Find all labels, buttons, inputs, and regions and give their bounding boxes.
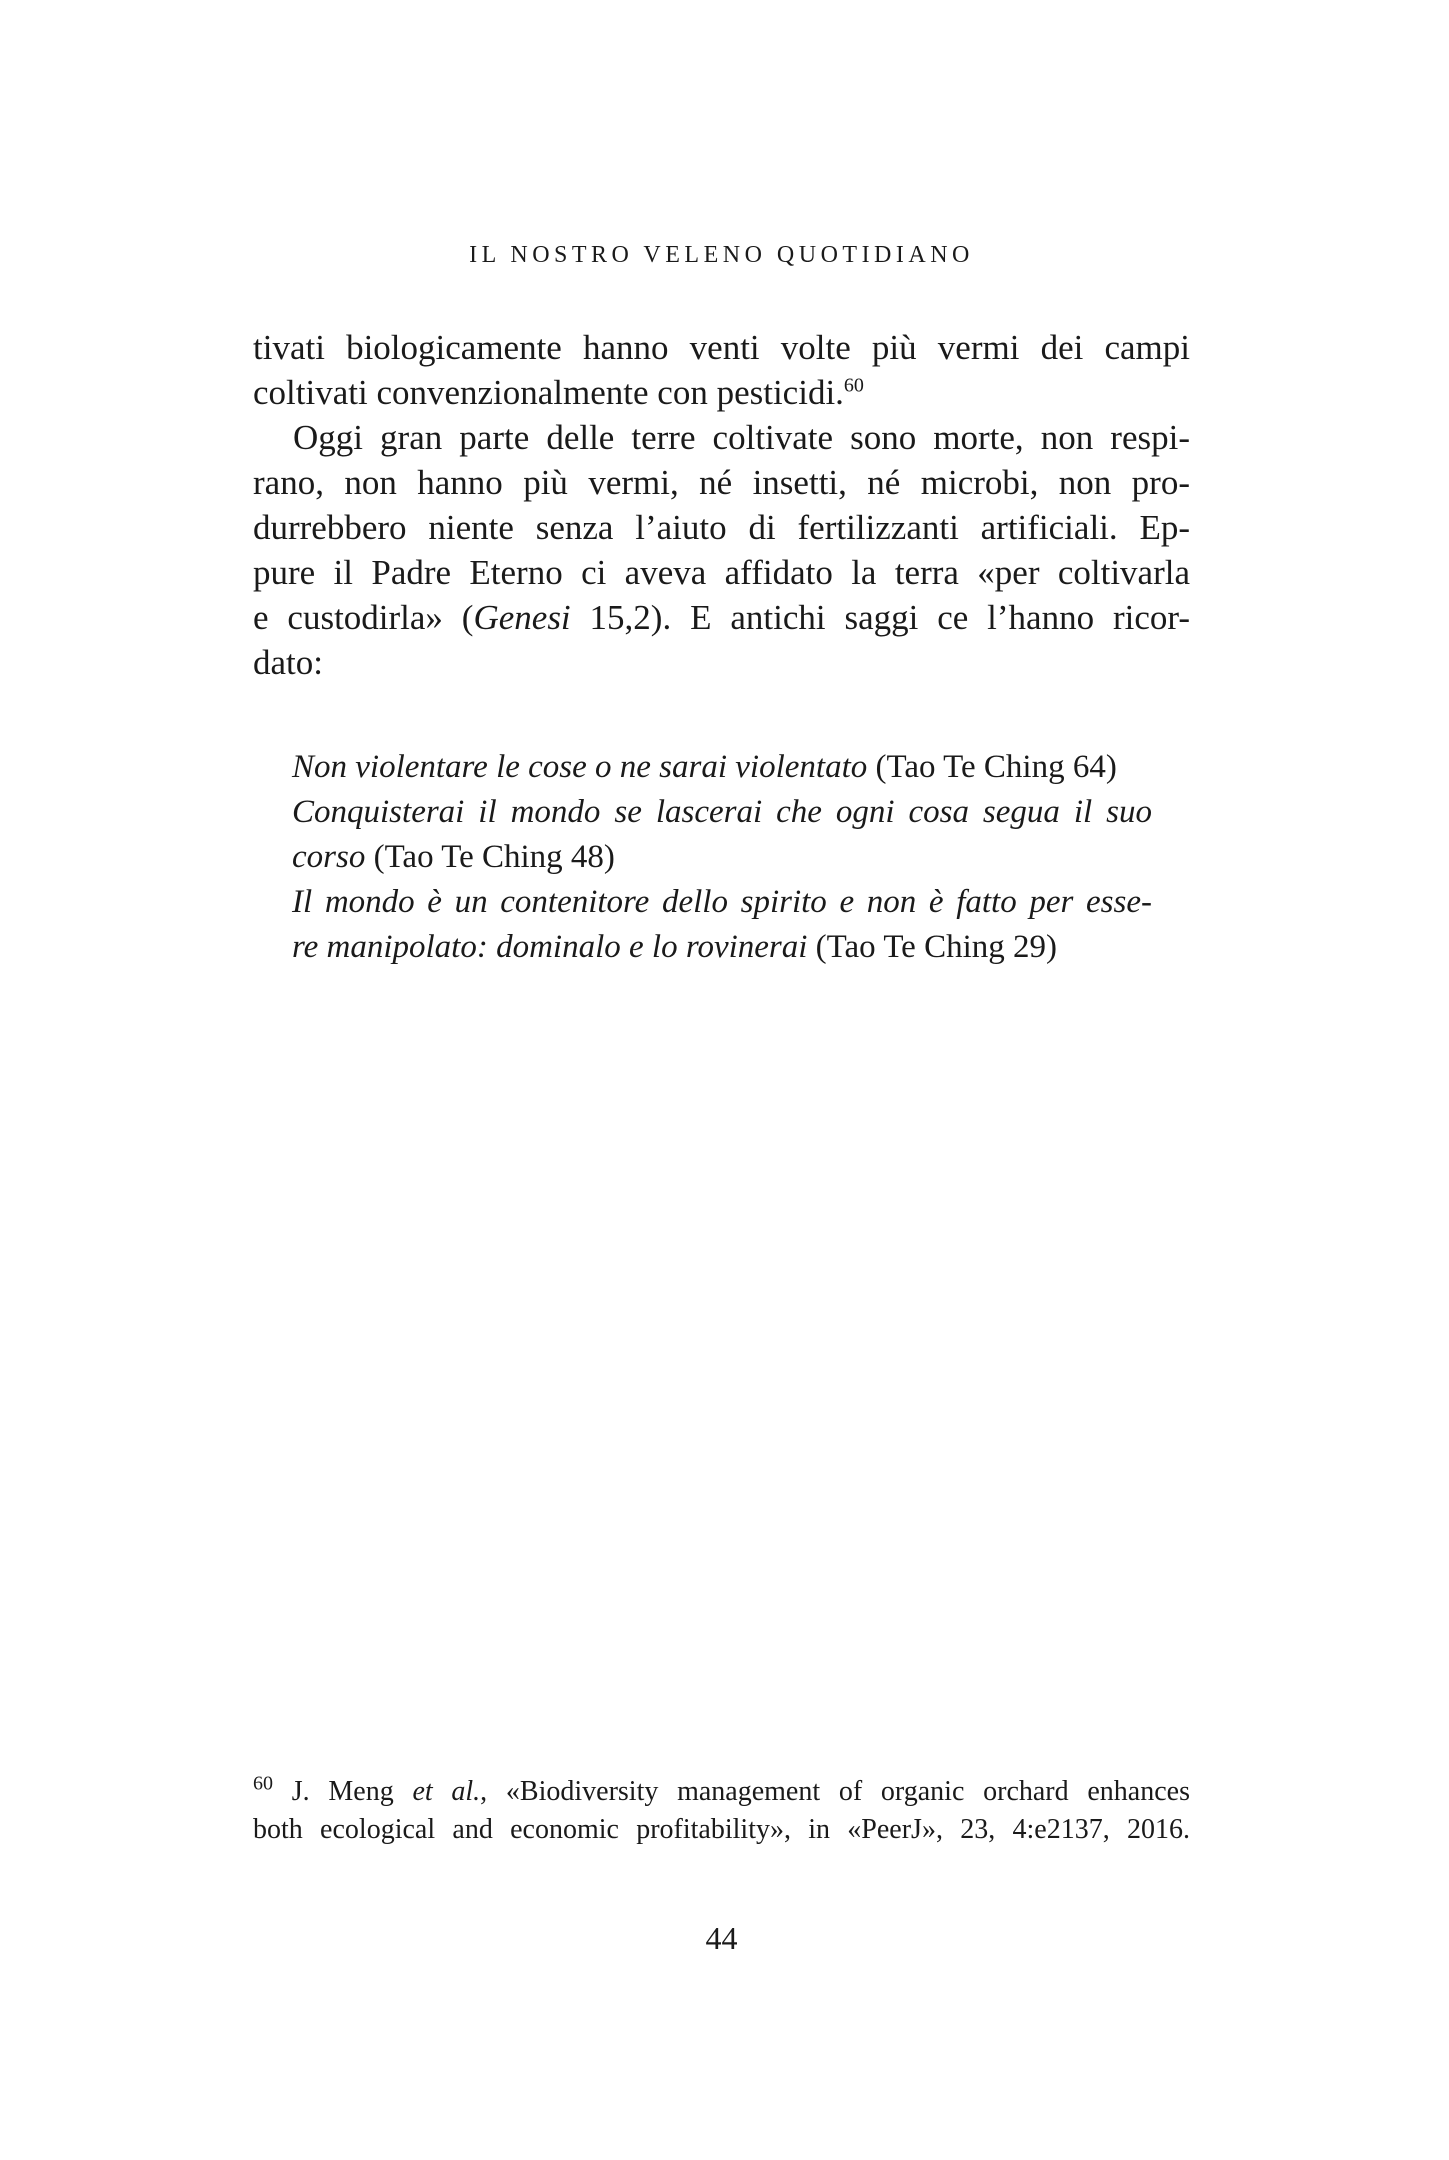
quote-line — [292, 880, 1152, 925]
body-line-text: e custodirla» ( — [253, 598, 474, 637]
footnote-line — [253, 1773, 1190, 1811]
footnote-text: , «Biodiversity management of organic orchard enhances — [480, 1776, 1190, 1807]
body-text — [253, 325, 1190, 685]
body-line: rano, non hanno più vermi, né insetti, né microbi, non pro- — [253, 463, 1190, 502]
quote-line — [292, 745, 1152, 790]
body-line: durrebbero niente senza l’aiuto di fertilizzanti artificiali. Ep- — [253, 508, 1190, 547]
running-head: IL NOSTRO VELENO QUOTIDIANO — [469, 242, 974, 268]
quote-line — [292, 835, 1152, 880]
body-line — [253, 595, 1190, 640]
quote-text: corso — [292, 839, 366, 875]
quote-text: Il mondo è un contenitore dello spirito e non è fatto per esse- — [292, 884, 1152, 920]
quote-text: re manipolato: dominalo e lo rovinerai — [292, 929, 808, 965]
quote-line — [292, 790, 1152, 835]
body-line: Oggi gran parte delle terre coltivate sono morte, non respi- — [293, 418, 1190, 457]
footnote-number: 60 — [253, 1772, 273, 1795]
page-number: 44 — [705, 1920, 738, 1956]
body-line: tivati biologicamente hanno venti volte più vermi dei campi — [253, 328, 1190, 367]
footnote-text-italic: et al. — [412, 1776, 481, 1807]
quote-reference: (Tao Te Ching 64) — [867, 749, 1117, 785]
quote-text: Non violentare le cose o ne sarai violentato — [292, 749, 868, 785]
body-line-text: coltivati convenzionalmente con pesticidi. — [253, 373, 844, 412]
quote-line — [292, 925, 1152, 970]
footnote — [253, 1773, 1190, 1849]
quote-text: Conquisterai il mondo se lascerai che ogni cosa segua il suo — [292, 794, 1152, 830]
body-line: pure il Padre Eterno ci aveva affidato la terra «per coltivarla — [253, 553, 1190, 592]
body-line-text: 15,2). E antichi saggi ce l’hanno ricor- — [570, 598, 1190, 637]
quote-block — [292, 745, 1152, 970]
book-citation: Genesi — [473, 598, 571, 637]
footnote-reference: 60 — [843, 374, 864, 397]
footnote-line: both ecological and economic profitability», in «PeerJ», 23, 4:e2137, 2016. — [253, 1814, 1190, 1845]
quote-reference: (Tao Te Ching 29) — [807, 929, 1057, 965]
body-line: dato: — [253, 643, 323, 682]
footnote-text: J. Meng — [273, 1776, 413, 1807]
body-line — [253, 370, 1190, 415]
quote-reference: (Tao Te Ching 48) — [365, 839, 615, 875]
